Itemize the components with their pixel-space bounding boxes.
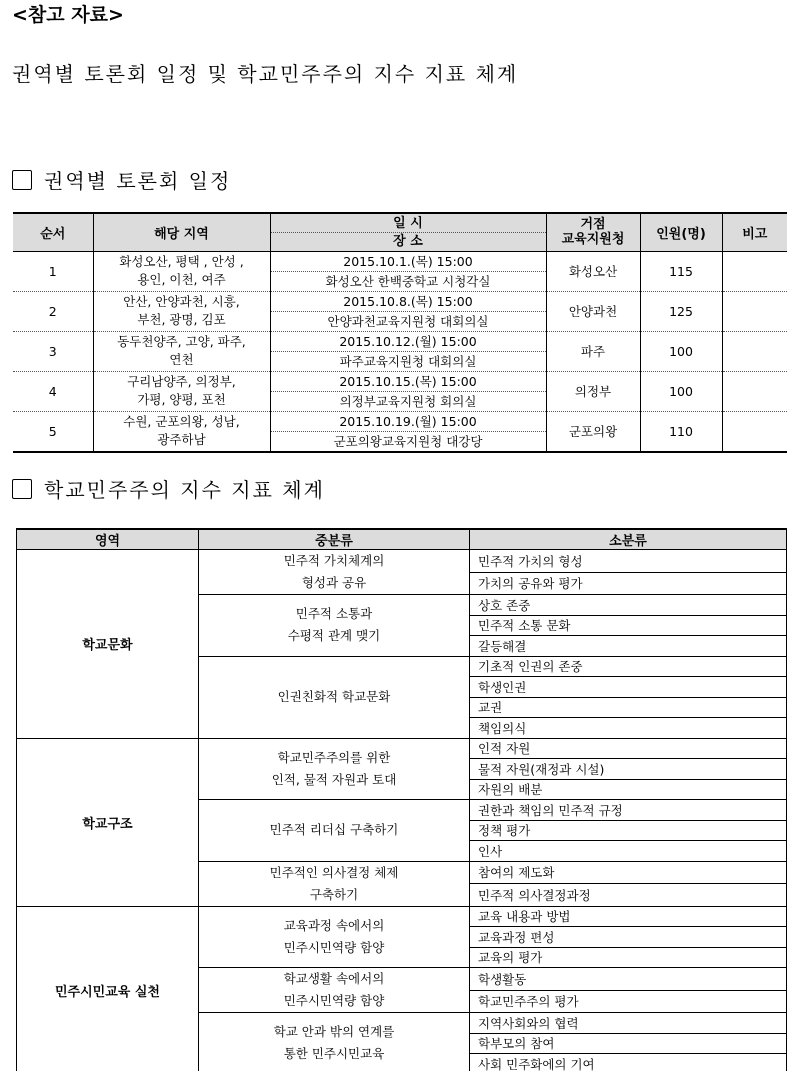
sub-cell: 학교민주주의 평가	[470, 990, 787, 1013]
header-area: 영역	[17, 529, 199, 550]
row-region-line2: 용인, 이천, 여주	[137, 272, 226, 287]
sub-cell: 민주적 의사결정과정	[470, 884, 787, 907]
section-schedule-label: 권역별 토론회 일정	[44, 169, 232, 193]
sub-cell: 교육과정 편성	[470, 927, 787, 948]
section-index-label: 학교민주주의 지수 지표 체계	[44, 478, 325, 502]
sub-cell: 학생활동	[470, 968, 787, 991]
row-seq: 3	[13, 331, 93, 371]
row-hub: 의정부	[546, 371, 640, 411]
sub-cell: 가치의 공유와 평가	[470, 572, 787, 595]
mid-cell-line2: 인적, 물적 자원과 토대	[271, 771, 397, 787]
sub-cell: 자원의 배분	[470, 779, 787, 800]
reference-heading: <참고 자료>	[12, 4, 124, 26]
mid-cell	[199, 968, 470, 1013]
mid-cell-line1: 민주적 가치체계의	[283, 553, 385, 568]
section-schedule	[12, 165, 231, 194]
mid-cell	[199, 738, 470, 800]
row-region	[93, 411, 270, 452]
schedule-row	[13, 291, 787, 311]
row-region	[93, 371, 270, 411]
schedule-row	[13, 371, 787, 391]
sub-cell: 사회 민주화에의 기여	[470, 1054, 787, 1071]
row-region-line1: 화성오산, 평택 , 안성 ,	[119, 254, 244, 269]
checkbox-icon	[12, 170, 32, 190]
row-note	[722, 291, 787, 331]
row-hub: 안양과천	[546, 291, 640, 331]
mid-cell-line1: 교육과정 속에서의	[283, 917, 385, 933]
mid-cell-line1: 인권친화적 학교문화	[277, 689, 391, 704]
header-datetime: 일 시	[271, 215, 546, 233]
row-count: 125	[640, 291, 722, 331]
area-cell: 학교문화	[17, 550, 199, 739]
schedule-header-row	[13, 213, 787, 251]
index-header-row	[17, 529, 787, 550]
row-region-line2: 연천	[169, 352, 194, 367]
row-seq: 5	[13, 411, 93, 452]
sub-cell: 물적 자원(재정과 시설)	[470, 759, 787, 780]
sub-cell: 지역사회와의 협력	[470, 1013, 787, 1034]
schedule-row	[13, 331, 787, 351]
mid-cell	[199, 595, 470, 657]
row-datetime: 2015.10.15.(목) 15:00	[270, 371, 546, 391]
mid-cell-line2: 수평적 관계 맺기	[287, 628, 381, 644]
sub-cell: 갈등해결	[470, 636, 787, 657]
mid-cell-line1: 민주적인 의사결정 체제	[269, 864, 399, 880]
sub-cell: 책임의식	[470, 718, 787, 739]
mid-cell-line2: 통한 민주시민교육	[283, 1046, 385, 1062]
header-mid: 중분류	[199, 529, 470, 550]
row-region-line1: 구리남양주, 의정부,	[127, 374, 236, 389]
row-note	[722, 251, 787, 291]
row-note	[722, 411, 787, 452]
mid-cell-line1: 학교생활 속에서의	[283, 971, 385, 986]
header-place: 장 소	[393, 233, 423, 249]
header-sub: 소분류	[470, 529, 787, 550]
sub-cell: 학생인권	[470, 677, 787, 698]
mid-cell	[199, 1013, 470, 1071]
mid-cell	[199, 861, 470, 906]
row-datetime: 2015.10.8.(목) 15:00	[270, 291, 546, 311]
mid-cell-line2: 민주시민역량 함양	[283, 939, 385, 955]
row-region-line1: 수원, 군포의왕, 성남,	[123, 414, 240, 429]
sub-cell: 민주적 가치의 형성	[470, 550, 787, 573]
header-seq: 순서	[13, 213, 93, 251]
mid-cell-line2: 민주시민역량 함양	[283, 993, 385, 1008]
sub-cell: 정책 평가	[470, 820, 787, 841]
row-count: 100	[640, 331, 722, 371]
schedule-row	[13, 411, 787, 431]
index-table	[16, 528, 787, 1071]
header-hub-line1: 거점	[580, 217, 606, 233]
row-count: 100	[640, 371, 722, 411]
header-region: 해당 지역	[93, 213, 270, 251]
sub-cell: 민주적 소통 문화	[470, 615, 787, 636]
mid-cell-line2: 형성과 공유	[301, 575, 367, 590]
row-region	[93, 331, 270, 371]
row-datetime: 2015.10.19.(월) 15:00	[270, 411, 546, 431]
index-row	[17, 906, 787, 927]
section-index	[12, 474, 325, 503]
area-cell: 민주시민교육 실천	[17, 906, 199, 1071]
row-note	[722, 371, 787, 411]
sub-cell: 인적 자원	[470, 738, 787, 759]
mid-cell	[199, 800, 470, 862]
index-row	[17, 738, 787, 759]
row-seq: 2	[13, 291, 93, 331]
header-hub	[546, 213, 640, 251]
row-hub: 군포의왕	[546, 411, 640, 452]
row-seq: 1	[48, 263, 57, 279]
schedule-row	[13, 251, 787, 271]
header-count: 인원(명)	[640, 213, 722, 251]
header-datetime-place	[270, 213, 546, 251]
row-region	[93, 291, 270, 331]
sub-cell: 참여의 제도화	[470, 861, 787, 884]
row-place: 의정부교육지원청 회의실	[270, 391, 546, 411]
mid-cell	[199, 656, 470, 738]
mid-cell-line1: 학교민주주의를 위한	[277, 749, 391, 765]
mid-cell-line1: 민주적 리더십 구축하기	[269, 822, 399, 838]
mid-cell-line1: 민주적 소통과	[295, 606, 373, 622]
sub-cell: 인사	[470, 841, 787, 862]
row-hub: 파주	[546, 331, 640, 371]
mid-cell	[199, 550, 470, 595]
area-cell: 학교구조	[17, 738, 199, 906]
row-place: 화성오산 한백중학교 시청각실	[270, 271, 546, 291]
sub-cell: 권한과 책임의 민주적 규정	[470, 800, 787, 821]
document-title: 권역별 토론회 일정 및 학교민주주의 지수 지표 체계	[12, 62, 519, 86]
schedule-table	[13, 212, 787, 453]
row-region-line2: 가평, 양평, 포천	[137, 392, 226, 407]
mid-cell-line2: 구축하기	[309, 886, 359, 902]
row-region-line2: 광주하남	[157, 432, 206, 447]
header-hub-line2: 교육지원청	[561, 232, 625, 248]
sub-cell: 상호 존중	[470, 595, 787, 616]
row-note	[722, 331, 787, 371]
sub-cell: 교권	[470, 697, 787, 718]
checkbox-icon	[12, 479, 32, 499]
mid-cell-line1: 학교 안과 밖의 연계를	[273, 1024, 395, 1040]
row-seq: 4	[13, 371, 93, 411]
row-place: 안양과천교육지원청 대회의실	[270, 311, 546, 331]
row-count: 110	[640, 411, 722, 452]
sub-cell: 교육의 평가	[470, 947, 787, 968]
row-region	[93, 251, 270, 291]
row-place: 파주교육지원청 대회의실	[270, 351, 546, 371]
row-count: 115	[640, 251, 722, 291]
row-hub: 화성오산	[546, 251, 640, 291]
row-region-line1: 동두천양주, 고양, 파주,	[117, 334, 246, 349]
row-region-line2: 부천, 광명, 김포	[137, 312, 226, 327]
header-note: 비고	[722, 213, 787, 251]
row-datetime: 2015.10.1.(목) 15:00	[270, 251, 546, 271]
index-row	[17, 550, 787, 573]
sub-cell: 교육 내용과 방법	[470, 906, 787, 927]
sub-cell: 기초적 인권의 존중	[470, 656, 787, 677]
row-datetime: 2015.10.12.(월) 15:00	[270, 331, 546, 351]
row-region-line1: 안산, 안양과천, 시흥,	[123, 294, 240, 309]
mid-cell	[199, 906, 470, 968]
row-place: 군포의왕교육지원청 대강당	[270, 431, 546, 452]
sub-cell: 학부모의 참여	[470, 1033, 787, 1054]
